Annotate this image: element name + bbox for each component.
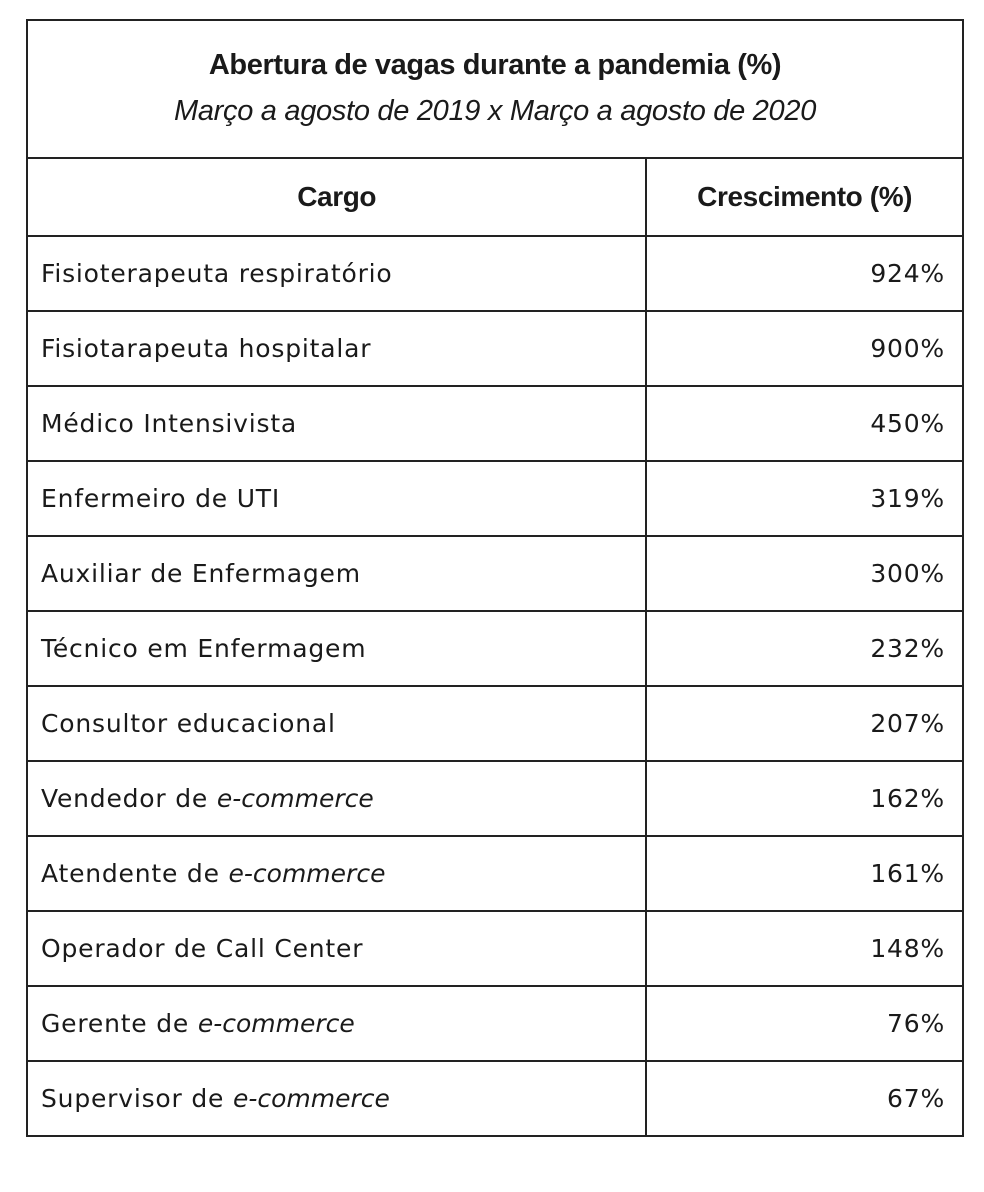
growth-value: 450% (646, 386, 963, 461)
table-row (27, 986, 963, 1061)
growth-value: 207% (646, 686, 963, 761)
table-row (27, 911, 963, 986)
cargo-text: Médico Intensivista (41, 409, 298, 438)
table-row (27, 836, 963, 911)
cargo-cell (27, 311, 646, 386)
table-row (27, 686, 963, 761)
cargo-text-emphasis: e-commerce (216, 784, 374, 813)
cargo-cell (27, 236, 646, 311)
table-subtitle: Março a agosto de 2019 x Março a agosto de 2020 (173, 95, 817, 127)
cargo-cell (27, 836, 646, 911)
cargo-cell (27, 461, 646, 536)
table-row (27, 1061, 963, 1136)
table-header-row (27, 158, 963, 236)
growth-value: 924% (646, 236, 963, 311)
growth-value: 148% (646, 911, 963, 986)
growth-value: 162% (646, 761, 963, 836)
table-title: Abertura de vagas durante a pandemia (%) (208, 49, 782, 82)
table-row (27, 536, 963, 611)
cargo-cell (27, 986, 646, 1061)
cargo-text: Fisioterapeuta respiratório (41, 259, 393, 288)
cargo-cell (27, 911, 646, 986)
cargo-text-emphasis: e-commerce (232, 1084, 390, 1113)
table-row (27, 386, 963, 461)
growth-value: 161% (646, 836, 963, 911)
cargo-text: Técnico em Enfermagem (41, 634, 367, 663)
job-openings-table (26, 19, 964, 1137)
cargo-cell (27, 536, 646, 611)
cargo-text: Enfermeiro de UTI (41, 484, 281, 513)
column-header-cargo: Cargo (27, 158, 646, 236)
table-row (27, 611, 963, 686)
growth-value: 232% (646, 611, 963, 686)
cargo-text-emphasis: e-commerce (197, 1009, 355, 1038)
table-body (27, 236, 963, 1136)
cargo-text: Fisiotarapeuta hospitalar (41, 334, 372, 363)
cargo-cell (27, 1061, 646, 1136)
cargo-text: Gerente de (41, 1009, 198, 1038)
table-title-cell (27, 20, 963, 158)
growth-value: 319% (646, 461, 963, 536)
growth-value: 67% (646, 1061, 963, 1136)
cargo-text: Operador de Call Center (41, 934, 364, 963)
table-title-row (27, 20, 963, 158)
cargo-text: Auxiliar de Enfermagem (41, 559, 361, 588)
cargo-cell (27, 761, 646, 836)
table-row (27, 761, 963, 836)
column-header-crescimento: Crescimento (%) (646, 158, 963, 236)
table-row (27, 461, 963, 536)
table-row (27, 311, 963, 386)
growth-value: 76% (646, 986, 963, 1061)
cargo-text: Vendedor de (41, 784, 217, 813)
table-row (27, 236, 963, 311)
growth-value: 900% (646, 311, 963, 386)
cargo-text: Atendente de (41, 859, 229, 888)
cargo-text: Supervisor de (41, 1084, 233, 1113)
cargo-cell (27, 611, 646, 686)
cargo-text: Consultor educacional (41, 709, 336, 738)
cargo-cell (27, 686, 646, 761)
cargo-cell (27, 386, 646, 461)
cargo-text-emphasis: e-commerce (228, 859, 386, 888)
growth-value: 300% (646, 536, 963, 611)
